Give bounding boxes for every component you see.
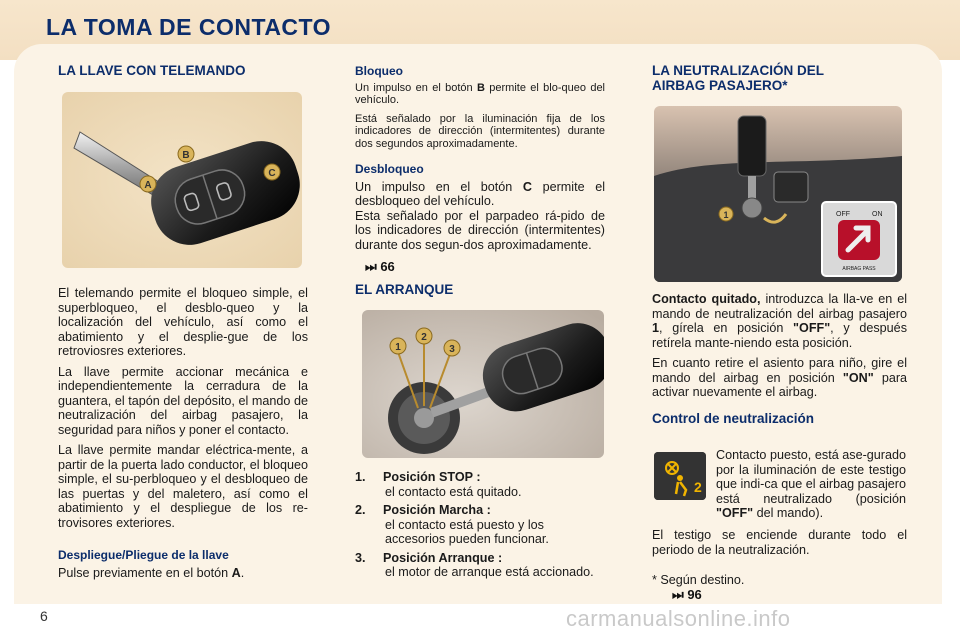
airbag-photo-label bbox=[719, 207, 733, 221]
key-label-a bbox=[140, 176, 156, 192]
bloqueo-text-1: Un impulso en el botón B permite el blo-queo del vehículo. bbox=[355, 81, 606, 106]
svg-text:B: B bbox=[182, 150, 190, 161]
key-para-2: La llave permite accionar mecánica e independientemente la cerradura de la guantera, el tapón del depósito, el mando de neutralización del airbag pasajero, la seguridad para niños y poner el contacto. bbox=[58, 364, 308, 437]
svg-text:1: 1 bbox=[723, 210, 729, 220]
airbag-para-1: Contacto quitado, introduzca la lla-ve en el mando de neutralización del airbag pasajero 1, gírela en posición "OFF", y después retírela mante-niendo esta posición. bbox=[652, 292, 908, 350]
column-lock bbox=[355, 64, 605, 297]
desbloqueo-text-1: Un impulso en el botón C permite el desbloqueo del vehículo. bbox=[355, 179, 605, 208]
control-text bbox=[716, 448, 906, 527]
footnote: * Según destino. bbox=[652, 573, 745, 587]
airbag-heading-2: AIRBAG PASAJERO* bbox=[652, 77, 788, 93]
step-item: 3. Posición Arranque : el motor de arranque está accionado. bbox=[355, 550, 594, 579]
control-para-1: Contacto puesto, está ase-gurado por la iluminación de este testigo que indi-ca que el airbag pasajero está neutralizado (posición "OFF" del mando). bbox=[716, 448, 906, 520]
step-item: 1. Posición STOP : el contacto está quitado. bbox=[355, 470, 522, 499]
page-ref-66[interactable]: ⏭ 66 bbox=[365, 259, 395, 274]
desbloqueo-text-2: Esta señalado por el parpadeo rá-pido de los indicadores de dirección (intermitentes) durante dos segun-dos aproximadamente. bbox=[355, 208, 605, 252]
key-label-c bbox=[264, 164, 280, 180]
key-heading: LA LLAVE CON TELEMANDO bbox=[58, 63, 246, 78]
page-ref-96[interactable]: ⏭ 96 bbox=[672, 586, 702, 602]
svg-text:A: A bbox=[144, 180, 152, 191]
svg-text:ON: ON bbox=[872, 211, 883, 218]
bloqueo-text-2: Está señalado por la iluminación fija de los indicadores de dirección (intermitentes) durante dos segundos aproximadamente. bbox=[355, 112, 605, 150]
key-label-b bbox=[178, 146, 194, 162]
svg-text:2: 2 bbox=[694, 479, 702, 495]
control-heading: Control de neutralización bbox=[652, 410, 815, 426]
airbag-warning-icon bbox=[654, 452, 706, 500]
ignition-steps bbox=[355, 470, 605, 584]
airbag-switch-inset bbox=[822, 202, 896, 276]
svg-text:3: 3 bbox=[449, 344, 455, 355]
svg-text:AIRBAG PASS: AIRBAG PASS bbox=[842, 266, 876, 272]
control-para-2: El testigo se enciende durante todo el periodo de la neutralización. bbox=[652, 528, 907, 557]
ignition-label-3 bbox=[444, 340, 460, 356]
step-item: 2. Posición Marcha : el contacto está puesto y los accesorios pueden funcionar. bbox=[355, 503, 549, 546]
key-para-3: La llave permite mandar eléctrica-mente, a partir de la puerta lado conductor, el bloqueo simple, el su-perbloqueo y el desbloqueo de las puertas y del maletero, así como el abatimiento y el despliegue de los re-trovisores exteriores. bbox=[58, 443, 308, 530]
fold-heading: Despliegue/Pliegue de la llave bbox=[58, 548, 229, 562]
watermark: carmanualsonline.info bbox=[566, 606, 791, 631]
fold-text: Pulse previamente en el botón A. bbox=[58, 565, 245, 580]
ref-arrow-icon: ⏭ bbox=[672, 586, 684, 602]
key-photo bbox=[62, 92, 302, 268]
svg-text:C: C bbox=[268, 168, 276, 179]
svg-text:OFF: OFF bbox=[836, 211, 850, 218]
ignition-label-2 bbox=[416, 328, 432, 344]
svg-text:2: 2 bbox=[421, 332, 427, 343]
column-airbag bbox=[652, 64, 907, 93]
page-number: 6 bbox=[40, 608, 48, 624]
svg-text:1: 1 bbox=[395, 342, 401, 353]
airbag-text bbox=[652, 292, 907, 426]
control-text-2 bbox=[652, 528, 907, 602]
bloqueo-heading: Bloqueo bbox=[355, 64, 403, 78]
ignition-photo bbox=[362, 310, 604, 458]
column-key bbox=[58, 64, 308, 79]
airbag-para-2: En cuanto retire el asiento para niño, gire el mando del airbag en posición "ON" para activar nuevamente el airbag. bbox=[652, 356, 908, 399]
desbloqueo-heading: Desbloqueo bbox=[355, 162, 424, 176]
page-title: LA TOMA DE CONTACTO bbox=[46, 14, 332, 40]
airbag-heading-1: LA NEUTRALIZACIÓN DEL bbox=[652, 63, 824, 78]
key-text bbox=[58, 286, 308, 586]
arranque-heading: EL ARRANQUE bbox=[355, 281, 454, 297]
key-para-1: El telemando permite el bloqueo simple, el superbloqueo, el desblo-queo y la localización del vehículo, así como el abatimiento y el desplie-gue de los retroviosres exteriores. bbox=[58, 286, 308, 358]
ref-arrow-icon: ⏭ bbox=[365, 259, 377, 274]
ignition-label-1 bbox=[390, 338, 406, 354]
airbag-photo bbox=[654, 106, 902, 282]
